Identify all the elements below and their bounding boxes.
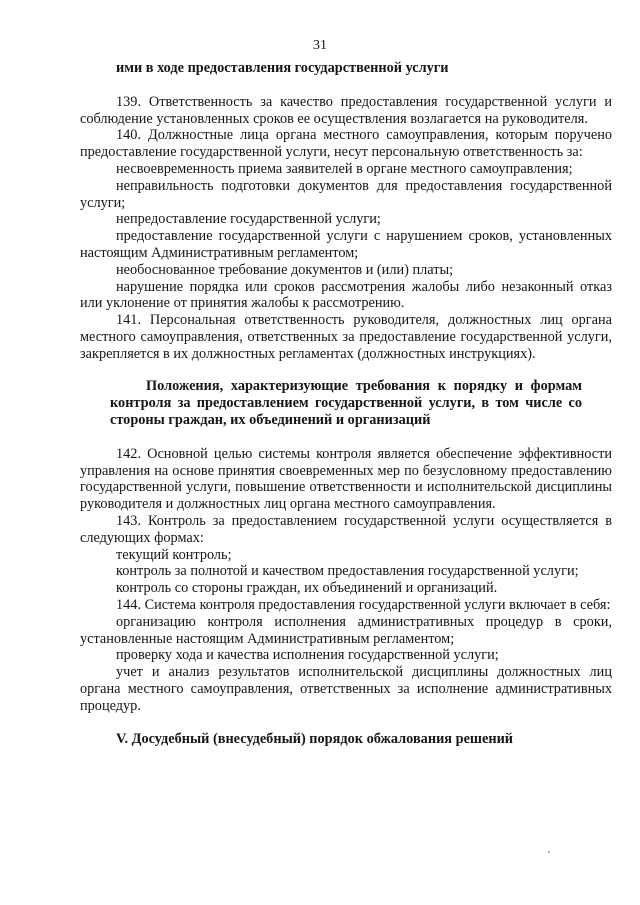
page-number: 31	[313, 38, 327, 53]
list-item-complaint-handling: нарушение порядка или сроков рассмотрения жалобы либо незаконный отказ или уклонение от принятия жалобы к рассмотрению.	[80, 278, 612, 312]
paragraph-142: 142. Основной целью системы контроля является обеспечение эффективности управления на основе принятия своевременных мер по безусловному предоставлению государственной услуги, повышение ответственности и исполнительской дисциплины руководителя и должностных лиц органа местного самоуправления.	[80, 445, 612, 513]
list-item-late-reception: несвоевременность приема заявителей в органе местного самоуправления;	[116, 160, 573, 177]
list-item-deadline-violation: предоставление государственной услуги с нарушением сроков, установленных настоящим Административным регламентом;	[80, 228, 612, 261]
control-block	[80, 446, 612, 715]
list-item-current-control: текущий контроль;	[116, 546, 232, 563]
list-item-procedure-control: организацию контроля исполнения административных процедур в сроки, установленные настоящим Административным регламентом;	[80, 613, 612, 647]
paragraph-139: 139. Ответственность за качество предоставления государственной услуги и соблюдение установленных сроков ее осуществления возлагается на руководителя.	[80, 93, 612, 127]
list-item-unjustified-demand: необоснованное требование документов и (или) платы;	[116, 261, 454, 278]
list-item-non-provision: непредоставление государственной услуги;	[116, 211, 381, 228]
page-content	[80, 60, 612, 747]
responsibility-block	[80, 94, 612, 363]
section-heading-continuation: ими в ходе предоставления государственной услуги	[116, 60, 449, 76]
list-item-document-preparation: неправильность подготовки документов для предоставления государственной услуги;	[80, 177, 612, 211]
section-heading-appeal: V. Досудебный (внесудебный) порядок обжалования решений	[116, 730, 514, 747]
paragraph-144: 144. Система контроля предоставления государственной услуги включает в себя:	[116, 596, 611, 613]
list-item-quality-control: контроль за полнотой и качеством предоставления государственной услуги;	[116, 563, 579, 580]
section-heading-control: Положения, характеризующие требования к порядку и формам контроля за предоставлением государственной услуги, в том числе со стороны граждан, их объединений и организаций	[110, 377, 582, 429]
list-item-discipline-analysis: учет и анализ результатов исполнительской дисциплины должностных лиц органа местного самоуправления, ответственных за исполнение административных процедур.	[80, 664, 612, 714]
paragraph-140: 140. Должностные лица органа местного самоуправления, которым поручено предоставление государственной услуги, несут персональную ответственность за:	[80, 127, 612, 161]
scan-speck	[548, 851, 550, 853]
list-item-progress-check: проверку хода и качества исполнения государственной услуги;	[116, 647, 499, 664]
list-item-citizen-control: контроль со стороны граждан, их объединений и организаций.	[116, 580, 498, 597]
paragraph-143: 143. Контроль за предоставлением государственной услуги осуществляется в следующих формах:	[80, 512, 612, 546]
paragraph-141: 141. Персональная ответственность руководителя, должностных лиц органа местного самоуправления, ответственных за предоставление государственной услуги, закрепляется в их должностных регламентах (должностных инструкциях).	[80, 312, 612, 362]
